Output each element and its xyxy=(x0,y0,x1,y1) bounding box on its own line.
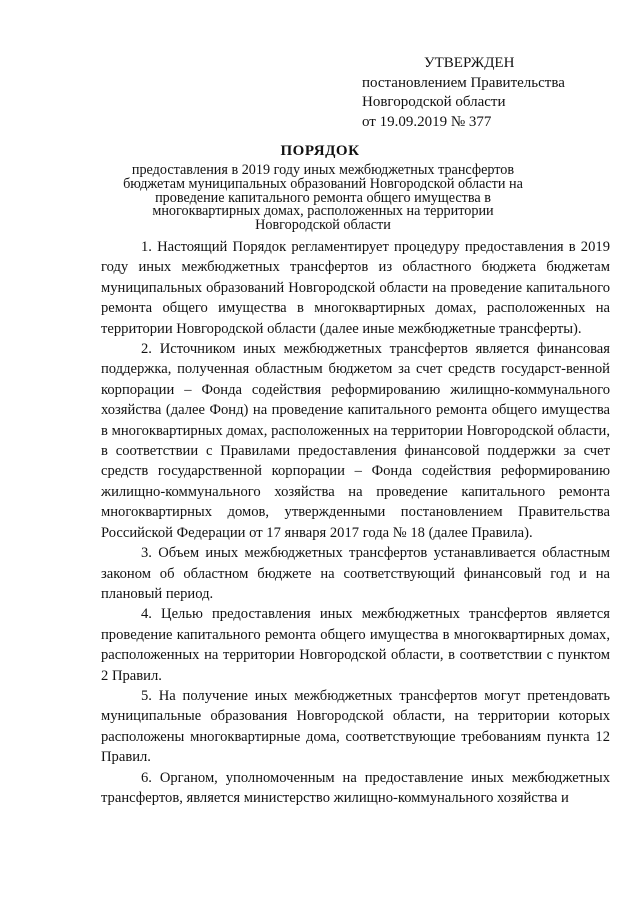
approval-resolution-line: постановлением Правительства xyxy=(362,74,565,91)
document-title: ПОРЯДОК xyxy=(280,143,360,159)
approval-region-line: Новгородской области xyxy=(362,94,506,110)
approval-stamp-heading: УТВЕРЖДЕН xyxy=(424,55,515,71)
paragraph-3: 3. Объем иных межбюджетных трансфертов устанавливается областным законом об областном бюджете на соответствующий финансовый год и на плановый период. xyxy=(101,545,610,602)
document-body xyxy=(101,237,610,808)
approval-block xyxy=(362,54,622,132)
paragraph-2: 2. Источником иных межбюджетных трансфертов является финансовая поддержка, полученная областным бюджетом за счет средств государст-венной корпорации – Фонда содействия реформированию жилищно-коммунального хозяйства (далее Фонд) на проведение капитального ремонта общего имущества в многоквартирных домах, расположенных на территории Новгородской области, в соответствии с Правилами предоставления финансовой поддержки за счет средств государственной корпорации – Фонда содействия реформированию жилищно-коммунального хозяйства на проведение капитального ремонта многоквартирных домов, утвержденными постановлением Правительства Российской Федерации от 17 января 2017 года № 18 (далее Правила). xyxy=(101,341,610,541)
paragraph-5: 5. На получение иных межбюджетных трансфертов могут претендовать муниципальные образования Новгородской области, на территории которых расположены многоквартирные дома, соответствующие требованиям пункта 12 Правил. xyxy=(101,687,610,766)
document-subtitle: предоставления в 2019 году иных межбюджетных трансфертов бюджетам муниципальных образований Новгородской области на проведение капитального ремонта общего имущества в многоквартирных домах, расположенных на территории Новгородской области xyxy=(123,162,523,234)
paragraph-4: 4. Целью предоставления иных межбюджетных трансфертов является проведение капитального ремонта общего имущества в многоквартирных домах, расположенных на территории Новгородской области, в соответствии с пунктом 2 Правил. xyxy=(101,606,610,684)
paragraph-1: 1. Настоящий Порядок регламентирует процедуру предоставления в 2019 году иных межбюджетных трансфертов из областного бюджета бюджетам муниципальных образований Новгородской области на проведение капитального ремонта общего имущества в многоквартирных домах, расположенных на территории Новгородской области (далее иные межбюджетные трансферты). xyxy=(101,239,610,337)
paragraph-6: 6. Органом, уполномоченным на предоставление иных межбюджетных трансфертов, является министерство жилищно-коммунального хозяйства и xyxy=(101,769,610,806)
approval-date-number-line: от 19.09.2019 № 377 xyxy=(362,113,492,130)
